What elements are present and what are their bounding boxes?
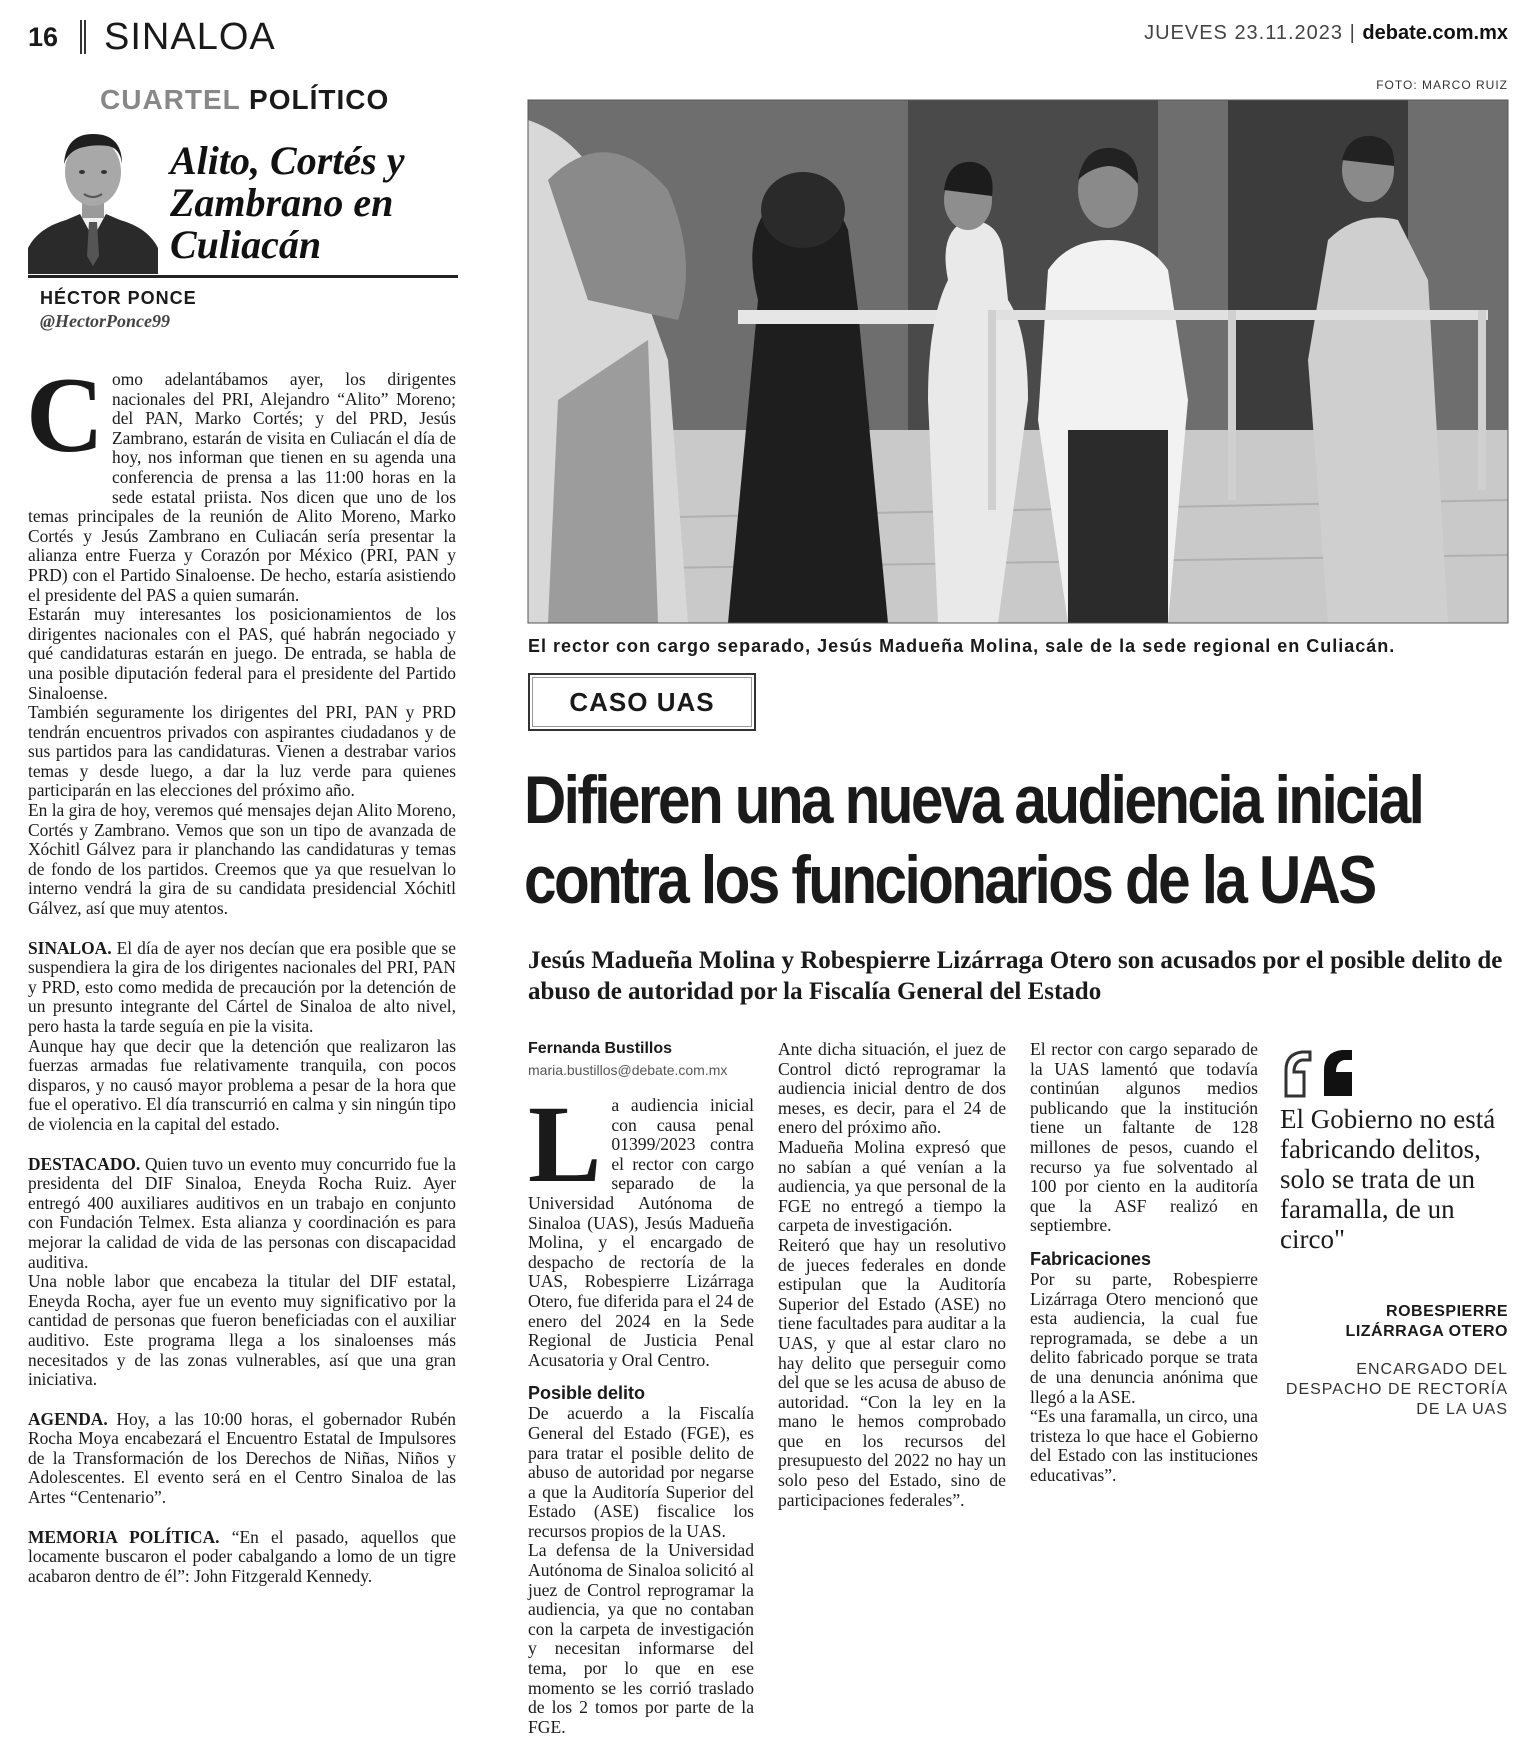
news-photo xyxy=(528,100,1508,623)
article-paragraph: La defensa de la Universidad Autónoma de Sinaloa solicitó al juez de Control reprogramar la audiencia, ya que no contaban con la carpeta de investigación y necesitan informarse del tema, por lo que en ese momento se les corrió traslado de los 2 tomos por parte de la FGE. xyxy=(528,1540,754,1737)
article-paragraph: “Es una faramalla, un circo, una tristeza lo que hace el Gobierno del Estado con las instituciones educativas”. xyxy=(1030,1406,1258,1485)
photo-credit: FOTO: MARCO RUIZ xyxy=(1376,78,1508,92)
section-label: DESTACADO. xyxy=(28,1153,141,1174)
quote-name-line: ROBESPIERRE xyxy=(1386,1303,1508,1320)
pull-quote-text: El Gobierno no está fabricando delitos, solo se trata de un faramalla, de un circo" xyxy=(1280,1104,1496,1254)
article-paragraph: El rector con cargo separado de la UAS lamentó que todavía continúan algunos medios publicando que la institución tiene un faltante de 128 millones de pesos, cuando el recurso ya fue solventado al 100 por ciento en la auditoría que la ASF realizó en septiembre. xyxy=(1030,1039,1258,1236)
site-link[interactable]: debate.com.mx xyxy=(1362,22,1508,44)
article-paragraph: Madueña Molina expresó que no sabían a qué venían a la audiencia, ya que personal de la FGE no entregó a tiempo la carpeta de investigación. xyxy=(778,1136,1006,1236)
section-label: SINALOA. xyxy=(28,937,112,958)
section-text: Quien tuvo un evento muy concurrido fue la presidenta del DIF Sinaloa, Eneyda Rocha Ruiz. Ayer entregó 400 auxiliares auditivos en un trabajo en conjunto con Fundación Telmex. Esta alianza y coordinación es para mejorar la calidad de vida de las personas con discapacidad auditiva. xyxy=(28,1153,456,1272)
section-title: SINALOA xyxy=(104,16,276,58)
article-column-1 xyxy=(528,1083,754,1737)
column-paragraph: En la gira de hoy, veremos qué mensajes dejan Alito Moreno, Cortés y Zambrano. Vemos que son un tipo de avanzada de Xóchitl Gálvez para ir planchando las candidaturas y temas de fondo de los partidos. Creemos que ya que resuelvan lo interno vendrá la gira de su candidata presidencial Xóchitl Gálvez, así que muy atentos. xyxy=(28,800,456,919)
article-column-2 xyxy=(778,1040,1006,1651)
column-title: Alito, Cortés y Zambrano en Culiacán xyxy=(170,138,405,267)
column-section-agenda xyxy=(28,1410,456,1508)
headline-line-2: contra los funcionarios de la UAS xyxy=(524,842,1375,918)
column-title-rule xyxy=(28,275,458,278)
column-kicker xyxy=(100,84,389,116)
section-text: El día de ayer nos decían que era posible que se suspendiera la gira de los dirigentes nacionales del PRI, PAN y PRD, esto como medida de precaución por la detención de un presunto integrante del Cártel de Sinaloa de alto nivel, pero hasta la tarde seguía en pie la visita. xyxy=(28,937,456,1036)
headline-line-1: Difieren una nueva audiencia inicial xyxy=(524,762,1423,838)
subheading-fabricaciones: Fabricaciones xyxy=(1030,1248,1152,1269)
section-text: Hoy, a las 10:00 horas, el gobernador Rubén Rocha Moya encabezará el Encuentro Estatal de Impulsores de la Transformación de los Derechos de Niñas, Niños y Adolescentes. El evento será en el Centro Sinaloa de las Artes “Centenario”. xyxy=(28,1408,456,1508)
photo-caption: El rector con cargo separado, Jesús Madueña Molina, sale de la sede regional en Culiacán. xyxy=(528,636,1396,656)
subheading-posible-delito: Posible delito xyxy=(528,1383,646,1404)
article-kicker: CASO UAS xyxy=(528,673,756,731)
section-label: MEMORIA POLÍTICA. xyxy=(28,1526,220,1547)
header-separator xyxy=(80,20,86,54)
author-email[interactable]: maria.bustillos@debate.com.mx xyxy=(528,1062,728,1078)
column-paragraph-text: omo adelantábamos ayer, los dirigentes nacionales del PRI, Alejandro “Alito” Moreno; del PAN, Marko Cortés; y del PRD, Jesús Zambrano, estarán de visita en Culiacán el día de hoy, nos informan que tienen en su agenda una conferencia de prensa a las 11:00 horas en la sede estatal priista. Nos dicen que uno de los temas principales de la reunión de Alito Moreno, Marko Cortés y Jesús Zambrano en Culiacán sería presentar la alianza entre Fuerza y Corazón por México (PRI, PAN y PRD) con el Partido Sinaloense. De hecho, estaría asistiendo el presidente del PAS a quien sumarán. xyxy=(28,369,456,605)
column-paragraph xyxy=(26,356,456,605)
author-handle[interactable]: @HectorPonce99 xyxy=(40,311,170,331)
column-section-destacado xyxy=(28,1155,456,1273)
quote-role-line: DESPACHO DE RECTORÍA xyxy=(1285,1381,1508,1398)
section-text: “En el pasado, aquellos que locamente buscaron el poder cabalgando a lomo de un tigre acabaron dentro de él”: John Fitzgerald Kennedy. xyxy=(28,1526,457,1586)
quote-role-line: ENCARGADO DEL xyxy=(1356,1361,1508,1378)
quote-role-line: DE LA UAS xyxy=(1416,1401,1508,1418)
column-kicker-bold: POLÍTICO xyxy=(249,84,390,115)
column-paragraph: También seguramente los dirigentes del PRI, PAN y PRD tendrán encuentros privados con aspirantes ciudadanos y de sus partidos para las candidaturas. Vienen a destrabar varios temas y desde luego, a dar la luz verde para quienes participarán en las elecciones del próximo año. xyxy=(28,702,456,801)
article-paragraph: Por su parte, Robespierre Lizárraga Otero mencionó que esta audiencia, la cual fue reprogramada, se debe a un delito fabricado porque se trata de una denuncia anónima que llegó a la ASE. xyxy=(1030,1268,1258,1407)
column-paragraph: Una noble labor que encabeza la titular del DIF estatal, Eneyda Rocha, ayer fue un evento muy significativo por la cantidad de personas que fueron beneficiadas con el auxiliar auditivo. Este programa llega a los sinaloenses más necesitados y de las zonas vulnerables, así que una gran iniciativa. xyxy=(28,1271,456,1390)
article-headline xyxy=(524,760,1423,920)
issue-date: JUEVES 23.11.2023 xyxy=(1144,22,1344,44)
article-byline: Fernanda Bustillos xyxy=(528,1040,673,1057)
header-dateline xyxy=(1144,22,1508,45)
column-author: HÉCTOR PONCE xyxy=(40,288,197,308)
page-number: 16 xyxy=(28,22,59,52)
column-dropcap: C xyxy=(26,356,104,475)
article-dropcap: L xyxy=(528,1083,602,1205)
column-kicker-light: CUARTEL xyxy=(100,84,241,115)
quote-mark-icon xyxy=(1280,1048,1362,1102)
article-subhead: Jesús Madueña Molina y Robespierre Lizárraga Otero son acusados por el posible delito de abuso de autoridad por la Fiscalía General del Estado xyxy=(528,947,1503,1005)
author-portrait xyxy=(28,116,158,274)
dateline-divider: | xyxy=(1349,22,1363,44)
article-paragraph-text: a audiencia inicial con causa penal 01399/2023 contra el rector con cargo separado de la Universidad Autónoma de Sinaloa (UAS), Jesús Madueña Molina, y el encargado de despacho de rectoría de la UAS, Robespierre Lizárraga Otero, fue diferida para el 24 de enero del 2024 en la Sede Regional de Justicia Penal Acusatoria y Oral Centro. xyxy=(528,1095,754,1370)
quote-role xyxy=(1278,1360,1508,1420)
section-label: AGENDA. xyxy=(28,1408,108,1429)
article-paragraph: De acuerdo a la Fiscalía General del Estado (FGE), es para tratar el posible delito de abuso de autoridad por negarse a que la Auditoría Superior del Estado (ASE) fiscalice los recursos propios de la UAS. xyxy=(528,1403,754,1541)
article-paragraph: Reiteró que hay un resolutivo de jueces federales en donde estipulan que la Auditoría Superior del Estado (ASE) no tiene facultades para auditar a la UAS, y que al estar claro no hay delito que perseguir como del que se les acusa de abuso de autoridad. “Con la ley en la mano le hemos comprobado que en los recursos del presupuesto del 2022 no hay un solo peso del Estado, sino de participaciones federales”. xyxy=(778,1234,1006,1510)
article-column-3 xyxy=(1030,1040,1258,1651)
article-paragraph xyxy=(528,1083,754,1370)
column-paragraph: Estarán muy interesantes los posicionamientos de los dirigentes nacionales con el PAS, qué habrán negociado y qué candidaturas estarán en juego. De entrada, se habla de una posible diputación federal para el presidente del Partido Sinaloense. xyxy=(28,604,456,703)
column-body xyxy=(26,356,457,1640)
article-paragraph: Ante dicha situación, el juez de Control dictó reprogramar la audiencia inicial dentro de dos meses, es decir, para el 24 de enero del próximo año. xyxy=(778,1039,1006,1138)
quote-attribution xyxy=(1278,1302,1508,1342)
quote-name-line: LIZÁRRAGA OTERO xyxy=(1345,1323,1508,1340)
column-section-sinaloa xyxy=(28,939,456,1037)
column-paragraph: Aunque hay que decir que la detención que realizaron las fuerzas armadas fue relativamente tranquila, con pocos disparos, y no causó mayor problema a pesar de la hora que fue el operativo. El día transcurrió en calma y sin ningún tipo de violencia en la capital del estado. xyxy=(28,1035,456,1134)
column-section-memoria xyxy=(28,1528,456,1587)
